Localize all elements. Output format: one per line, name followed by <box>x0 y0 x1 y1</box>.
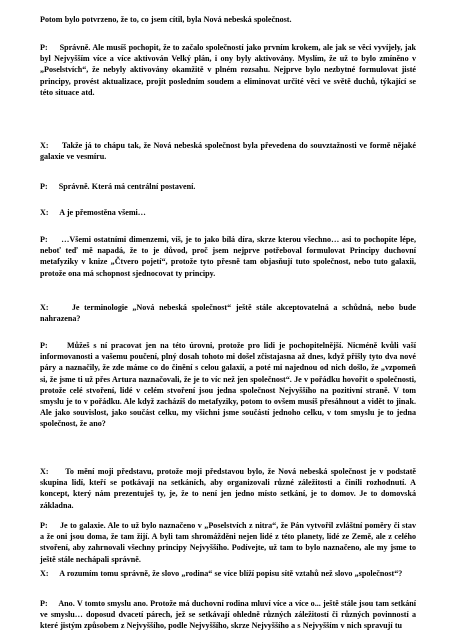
document-page <box>40 0 416 640</box>
paragraph-p-1: P: Správně. Ale musíš pochopit, že to začalo společností jako prvním krokem, ale jak se věci vyvíjely, jak byl Nejvyšším více a více aktivován Velký plán, i ony byly aktivovány. Myslím, že už to bylo zmíněno v „Poselstvích“, že nebyly aktivovány okamžitě v plném rozsahu. Nejprve bylo nezbytné formulovat jisté principy, provést aktualizace, projít posledním soudem a eliminovat určité věci ve světě duchů, týkající se této situace atd. <box>40 43 416 97</box>
paragraph-p-2: P: Správně. Která má centrální postavení. <box>40 182 196 191</box>
paragraph-x-5: X: A rozumím tomu správně, že slovo „rodina“ se více blíží popisu sítě vztahů než slovo „společnost“? <box>40 569 403 578</box>
paragraph-p-6: P: Ano. V tomto smyslu ano. Protože má duchovní rodina mluví více a více o... ještě stále jsou tam setkání ve smyslu… doposud dvacetí párech, jež se setkávají ohledně různých záležitostí či různých povinností a které jistým způsobem z Nejvyššího, podle Nejvyššího, skrze Nejvyššího a s Nejvyšším v nich spravují tu <box>40 599 416 631</box>
paragraph-p-5: P: Je to galaxie. Ale to už bylo naznačeno v „Poselstvích z nitra“, že Pán vytvořil zvláštní poměry či stav a že oni jsou doma, že tam žijí. A byli tam shromážděni nejen lidé z této planety, lidé ze Země, ale z celého stvoření, aby zahrnovali všechny principy Nejvyššího. Podívejte, už tam to bylo naznačeno, ale my jsme to ještě stále nechápali správně. <box>40 521 416 564</box>
paragraph-p-4: P: Můžeš s ní pracovat jen na této úrovni, protože pro lidi je pochopitelnější. Nicméně kvůli vaší informovanosti a vašemu poučení, plný dosah tohoto mi došel zčistajasna až dnes, když přišly tyto dva nové páry a naznačily, že zde máme co do činění s celou galaxií, a poté mi najednou od nich došlo, že „vzpomeň si, že jsme ti už přes Artura naznačovali, že je to víc než jen společnost“. Je v pořádku hovořit o společnosti, protože celé stvoření, lidé v celém stvoření jsou jedna společnost Nejvyššího na pozitivní straně. V tom smyslu je to v pořádku. Ale když zacházíš do metafyziky, potom to ovšem musíš přesáhnout a vidět to jinak. Ale jako souvislost, jako součást celku, my všichni jsme součástí jednoho celku, v tom smyslu je to jedna společnost, že ano? <box>40 341 416 429</box>
paragraph-x-1: X: Takže já to chápu tak, že Nová nebeská společnost byla převedena do souvztažnosti ve formě nějaké galaxie ve vesmíru. <box>40 141 416 162</box>
paragraph-intro: Potom bylo potvrzeno, že to, co jsem cítil, byla Nová nebeská společnost. <box>40 15 292 24</box>
paragraph-x-4: X: To mění moji představu, protože moji představou bylo, že Nová nebeská společnost je v podstatě skupina lidí, kteří se potkávají na setkáních, aby organizovali různé záležitosti a činili rozhodnutí. A koncept, který nám prezentuješ ty, je, že to není jen jedno místo setkání, je to domov. Je to domovská základna. <box>40 467 416 510</box>
paragraph-x-2: X: A je přemostěna všemi… <box>40 208 146 217</box>
paragraph-p-3: P: …Všemi ostatními dimenzemi, víš, je to jako bílá díra, skrze kterou všechno… asi to pochopíte lépe, neboť teď mě napadá, že to je důvod, proč jsem nejprve potřeboval formulovat Principy duchovní metafyziky v knize „Čtvero pojetí“, protože tyto přesně tam objasňují tuto společnost, nebo tuto galaxii, protože ona má schopnost sjednocovat ty principy. <box>40 235 416 278</box>
paragraph-x-3: X: Je terminologie „Nová nebeská společnost“ ještě stále akceptovatelná a schůdná, nebo bude nahrazena? <box>40 303 416 324</box>
